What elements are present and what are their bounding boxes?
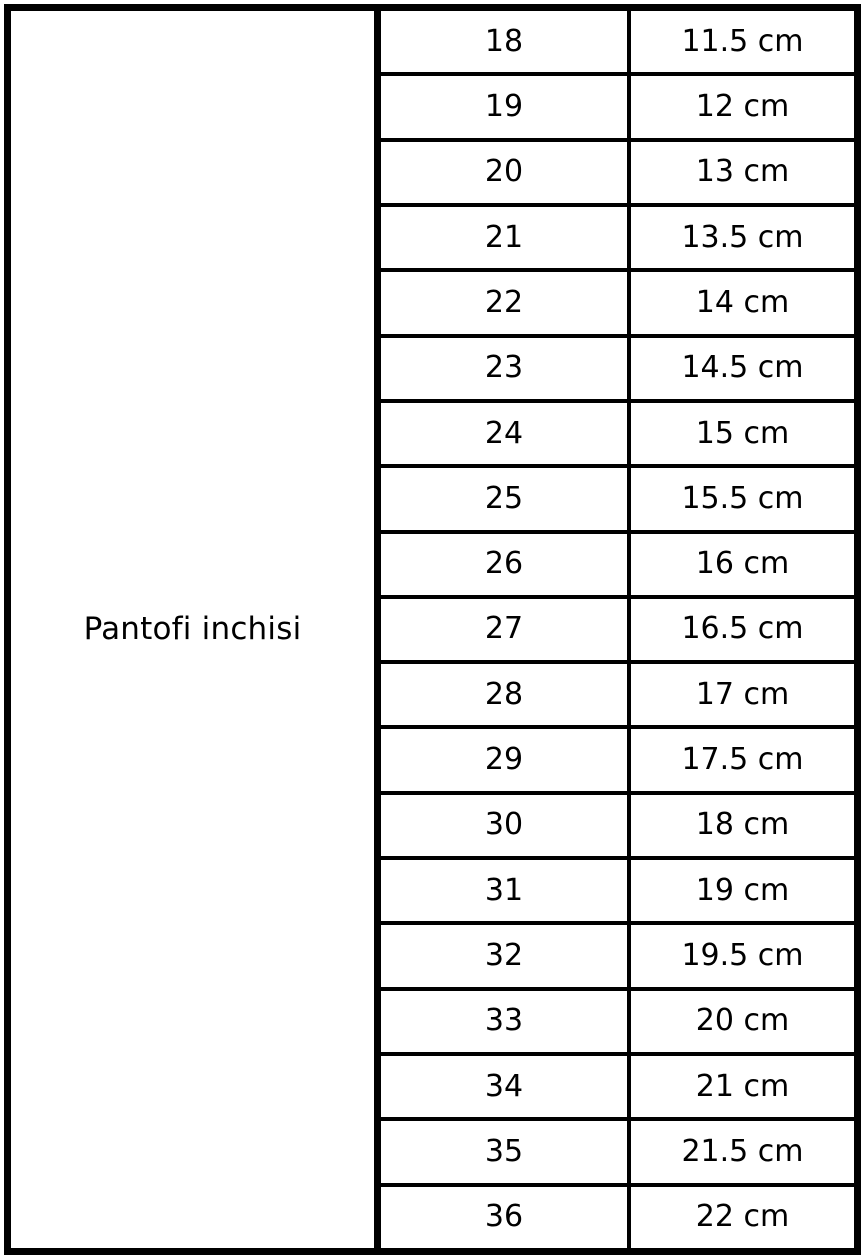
table-row	[381, 11, 854, 76]
size-cell: 35	[381, 1121, 631, 1182]
table-row	[381, 534, 854, 599]
length-cell: 18 cm	[695, 807, 790, 843]
length-cell: 14 cm	[695, 284, 790, 320]
length-cell: 22 cm	[695, 1199, 790, 1235]
size-cell: 29	[381, 729, 631, 790]
table-row	[381, 403, 854, 468]
size-cell: 23	[381, 338, 631, 399]
table-row	[381, 1056, 854, 1121]
size-cell: 20	[381, 142, 631, 203]
length-cell: 12 cm	[695, 88, 790, 124]
length-cell: 17.5 cm	[681, 742, 804, 778]
length-cell: 11.5 cm	[681, 23, 804, 59]
size-cell: 34	[381, 1056, 631, 1117]
table-row	[381, 76, 854, 141]
table-row	[381, 925, 854, 990]
size-cell: 26	[381, 534, 631, 595]
length-cell: 15 cm	[695, 415, 790, 451]
size-table	[381, 11, 854, 1248]
size-cell: 27	[381, 599, 631, 660]
length-cell: 16 cm	[695, 546, 790, 582]
table-row	[381, 795, 854, 860]
length-cell: 13 cm	[695, 154, 790, 190]
category-label: Pantofi inchisi	[83, 610, 302, 647]
length-cell: 21.5 cm	[681, 1133, 804, 1169]
length-cell: 19 cm	[695, 872, 790, 908]
length-cell: 16.5 cm	[681, 611, 804, 647]
table-row	[381, 729, 854, 794]
size-cell: 28	[381, 664, 631, 725]
length-cell: 17 cm	[695, 676, 790, 712]
table-row	[381, 991, 854, 1056]
size-cell: 31	[381, 860, 631, 921]
length-cell: 20 cm	[695, 1003, 790, 1039]
table-row	[381, 338, 854, 403]
size-cell: 21	[381, 207, 631, 268]
size-cell: 18	[381, 11, 631, 72]
length-cell: 19.5 cm	[681, 938, 804, 974]
table-row	[381, 142, 854, 207]
table-row	[381, 860, 854, 925]
size-cell: 22	[381, 272, 631, 333]
table-row	[381, 1121, 854, 1186]
size-cell: 32	[381, 925, 631, 986]
size-chart-frame	[4, 4, 861, 1255]
length-cell: 13.5 cm	[681, 219, 804, 255]
size-cell: 33	[381, 991, 631, 1052]
table-row	[381, 664, 854, 729]
table-row	[381, 599, 854, 664]
size-cell: 30	[381, 795, 631, 856]
table-row	[381, 272, 854, 337]
length-cell: 15.5 cm	[681, 480, 804, 516]
size-cell: 19	[381, 76, 631, 137]
size-cell: 24	[381, 403, 631, 464]
table-row	[381, 207, 854, 272]
size-cell: 36	[381, 1187, 631, 1248]
category-label-cell	[11, 11, 381, 1248]
size-cell: 25	[381, 468, 631, 529]
table-row	[381, 1187, 854, 1248]
length-cell: 21 cm	[695, 1068, 790, 1104]
table-row	[381, 468, 854, 533]
length-cell: 14.5 cm	[681, 350, 804, 386]
